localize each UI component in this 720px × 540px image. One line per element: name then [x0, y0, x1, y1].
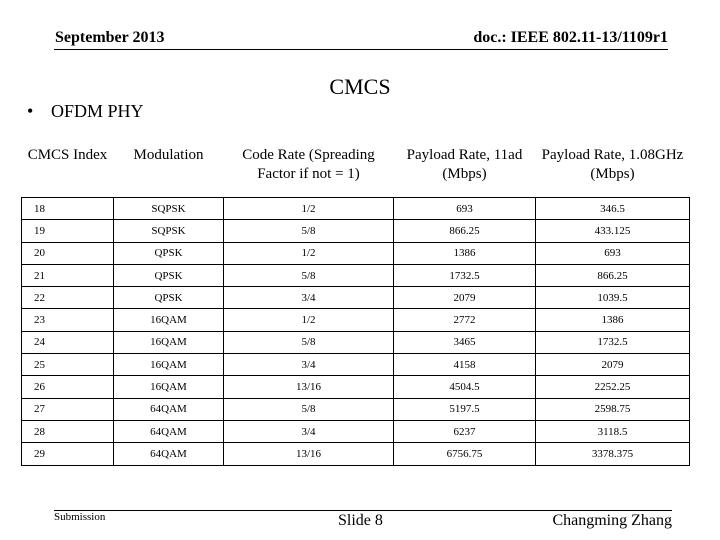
table-cell: 2598.75: [536, 398, 690, 420]
table-cell: 27: [22, 398, 114, 420]
table-cell: 5197.5: [394, 398, 536, 420]
header-date: September 2013: [55, 29, 165, 46]
table-cell: 866.25: [536, 264, 690, 286]
table-cell: 1732.5: [536, 331, 690, 353]
table-cell: 16QAM: [114, 331, 224, 353]
table-cell: 29: [22, 443, 114, 465]
table-cell: 18: [22, 198, 114, 220]
table-cell: 1/2: [224, 242, 394, 264]
cmcs-table-container: [21, 140, 690, 466]
column-header: Payload Rate, 11ad (Mbps): [394, 140, 536, 198]
table-cell: SQPSK: [114, 198, 224, 220]
table-row: [22, 309, 690, 331]
table-cell: 26: [22, 376, 114, 398]
column-header: Payload Rate, 1.08GHz (Mbps): [536, 140, 690, 198]
table-row: [22, 287, 690, 309]
table-cell: 1/2: [224, 309, 394, 331]
header-doc-id: doc.: IEEE 802.11-13/1109r1: [473, 29, 668, 46]
table-cell: 64QAM: [114, 443, 224, 465]
bullet-item: [27, 101, 144, 122]
table-cell: 13/16: [224, 443, 394, 465]
table-cell: 2079: [536, 354, 690, 376]
table-cell: 346.5: [536, 198, 690, 220]
table-cell: 5/8: [224, 264, 394, 286]
table-cell: 4158: [394, 354, 536, 376]
table-cell: QPSK: [114, 287, 224, 309]
table-cell: 693: [394, 198, 536, 220]
bullet-icon: •: [27, 101, 34, 121]
footer-rule: [54, 510, 672, 511]
table-row: [22, 242, 690, 264]
table-row: [22, 198, 690, 220]
table-cell: 3/4: [224, 287, 394, 309]
footer-slide-number: Slide 8: [338, 512, 383, 529]
table-cell: 693: [536, 242, 690, 264]
table-cell: 2772: [394, 309, 536, 331]
table-cell: 1386: [394, 242, 536, 264]
table-cell: 5/8: [224, 331, 394, 353]
table-row: [22, 443, 690, 465]
table-cell: 3118.5: [536, 420, 690, 442]
table-cell: 25: [22, 354, 114, 376]
table-row: [22, 220, 690, 242]
table-cell: 2252.25: [536, 376, 690, 398]
table-cell: 19: [22, 220, 114, 242]
table-cell: 16QAM: [114, 309, 224, 331]
table-cell: 3/4: [224, 354, 394, 376]
table-cell: 28: [22, 420, 114, 442]
table-cell: 6756.75: [394, 443, 536, 465]
table-cell: QPSK: [114, 264, 224, 286]
table-cell: 2079: [394, 287, 536, 309]
column-header: Code Rate (Spreading Factor if not = 1): [224, 140, 394, 198]
table-body: [22, 198, 690, 466]
table-header-row: [22, 140, 690, 198]
table-cell: 5/8: [224, 220, 394, 242]
table-cell: 64QAM: [114, 398, 224, 420]
header-rule: [54, 49, 668, 50]
column-header: CMCS Index: [22, 140, 114, 198]
bullet-text: OFDM PHY: [51, 101, 144, 121]
cmcs-table: [21, 140, 690, 466]
table-cell: 3/4: [224, 420, 394, 442]
table-row: [22, 398, 690, 420]
table-cell: 20: [22, 242, 114, 264]
table-cell: 6237: [394, 420, 536, 442]
footer-author: Changming Zhang: [552, 512, 672, 529]
table-cell: SQPSK: [114, 220, 224, 242]
table-cell: 13/16: [224, 376, 394, 398]
table-cell: QPSK: [114, 242, 224, 264]
table-row: [22, 354, 690, 376]
table-cell: 21: [22, 264, 114, 286]
table-cell: 1386: [536, 309, 690, 331]
table-row: [22, 331, 690, 353]
table-cell: 433.125: [536, 220, 690, 242]
table-cell: 1732.5: [394, 264, 536, 286]
column-header: Modulation: [114, 140, 224, 198]
table-row: [22, 264, 690, 286]
footer-submission: Submission: [54, 511, 106, 523]
table-cell: 3465: [394, 331, 536, 353]
table-cell: 22: [22, 287, 114, 309]
table-cell: 24: [22, 331, 114, 353]
table-cell: 866.25: [394, 220, 536, 242]
table-row: [22, 376, 690, 398]
table-cell: 3378.375: [536, 443, 690, 465]
table-cell: 1039.5: [536, 287, 690, 309]
table-row: [22, 420, 690, 442]
slide-title: CMCS: [329, 74, 391, 99]
table-cell: 4504.5: [394, 376, 536, 398]
table-cell: 1/2: [224, 198, 394, 220]
table-cell: 16QAM: [114, 376, 224, 398]
table-cell: 64QAM: [114, 420, 224, 442]
table-cell: 16QAM: [114, 354, 224, 376]
table-cell: 5/8: [224, 398, 394, 420]
table-cell: 23: [22, 309, 114, 331]
